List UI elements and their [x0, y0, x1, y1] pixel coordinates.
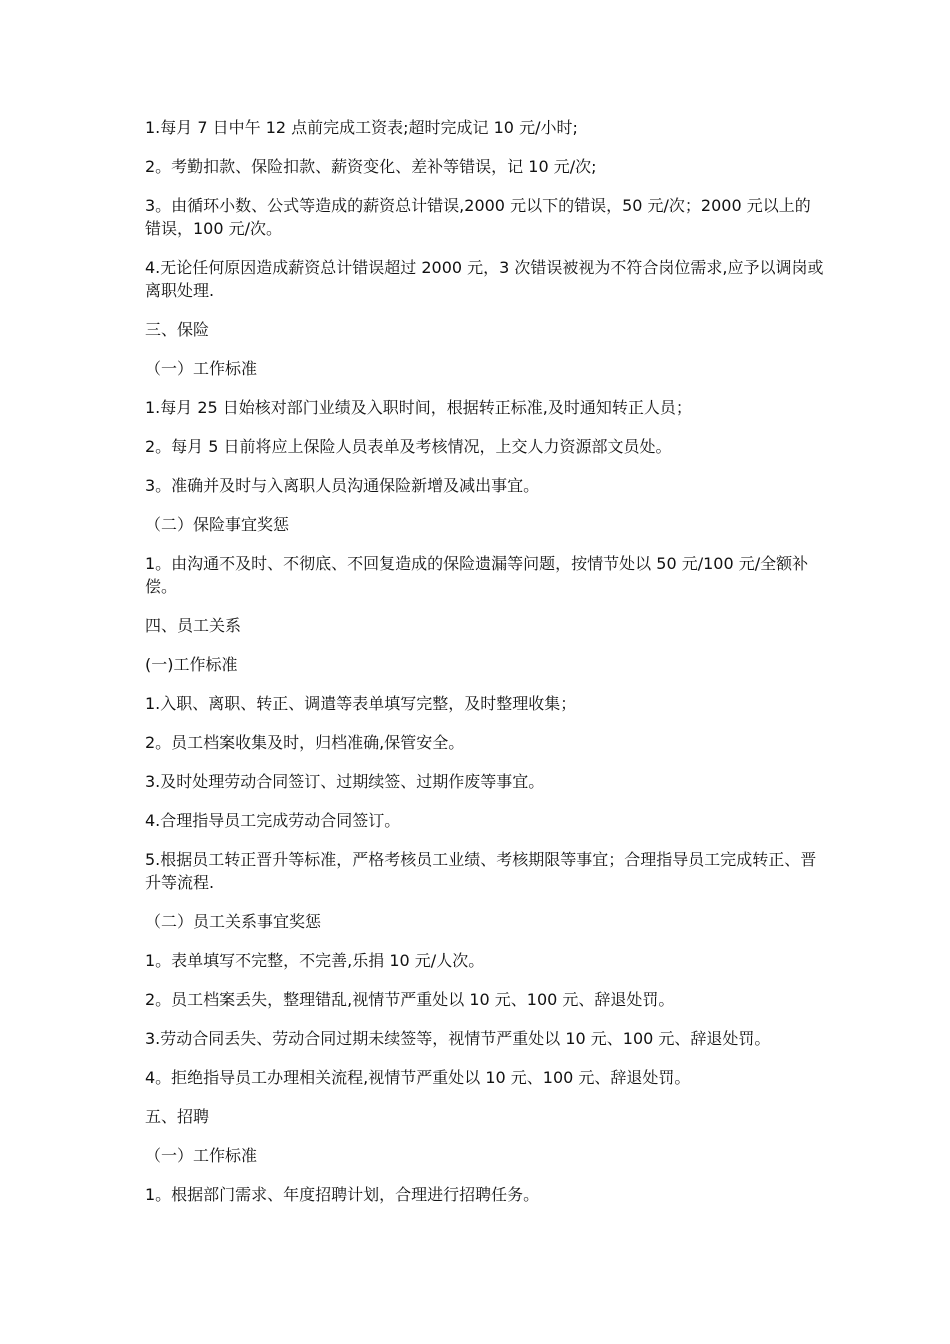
paragraph-payroll-2: 2。考勤扣款、保险扣款、薪资变化、差补等错误，记 10 元/次;	[145, 157, 597, 176]
subheading-employee-standards: (一)工作标准	[145, 655, 238, 674]
paragraph-insurance-3: 3。准确并及时与入离职人员沟通保险新增及减出事宜。	[145, 476, 540, 495]
paragraph-payroll-4: 4.无论任何原因造成薪资总计错误超过 2000 元，3 次错误被视为不符合岗位需求,应予以调岗或离职处理.	[145, 258, 824, 300]
paragraph-employee-1: 1.入职、离职、转正、调遣等表单填写完整，及时整理收集；	[145, 694, 577, 713]
document-body	[145, 116, 825, 1222]
section-heading-recruitment: 五、招聘	[145, 1107, 210, 1126]
paragraph-insurance-1: 1.每月 25 日始核对部门业绩及入职时间，根据转正标准,及时通知转正人员；	[145, 398, 692, 417]
paragraph-employee-2: 2。员工档案收集及时，归档准确,保管安全。	[145, 733, 465, 752]
paragraph-insurance-2: 2。每月 5 日前将应上保险人员表单及考核情况，上交人力资源部文员处。	[145, 437, 672, 456]
subheading-insurance-rewards: （二）保险事宜奖惩	[145, 515, 290, 534]
paragraph-employee-reward-3: 3.劳动合同丢失、劳动合同过期未续签等，视情节严重处以 10 元、100 元、辞退处罚。	[145, 1029, 771, 1048]
subheading-recruitment-standards: （一）工作标准	[145, 1146, 258, 1165]
paragraph-payroll-3: 3。由循环小数、公式等造成的薪资总计错误,2000 元以下的错误，50 元/次；2000 元以上的错误，100 元/次。	[145, 196, 811, 238]
paragraph-employee-4: 4.合理指导员工完成劳动合同签订。	[145, 811, 401, 830]
paragraph-employee-reward-4: 4。拒绝指导员工办理相关流程,视情节严重处以 10 元、100 元、辞退处罚。	[145, 1068, 691, 1087]
section-heading-insurance: 三、保险	[145, 320, 210, 339]
paragraph-payroll-1: 1.每月 7 日中午 12 点前完成工资表;超时完成记 10 元/小时;	[145, 118, 578, 137]
paragraph-recruitment-1: 1。根据部门需求、年度招聘计划，合理进行招聘任务。	[145, 1185, 540, 1204]
paragraph-employee-reward-1: 1。表单填写不完整，不完善,乐捐 10 元/人次。	[145, 951, 485, 970]
paragraph-employee-reward-2: 2。员工档案丢失，整理错乱,视情节严重处以 10 元、100 元、辞退处罚。	[145, 990, 675, 1009]
subheading-employee-rewards: （二）员工关系事宜奖惩	[145, 912, 322, 931]
paragraph-employee-3: 3.及时处理劳动合同签订、过期续签、过期作废等事宜。	[145, 772, 545, 791]
subheading-insurance-standards: （一）工作标准	[145, 359, 258, 378]
section-heading-employee-relations: 四、员工关系	[145, 616, 242, 635]
paragraph-insurance-reward-1: 1。由沟通不及时、不彻底、不回复造成的保险遗漏等问题，按情节处以 50 元/100 元/全额补偿。	[145, 554, 809, 596]
paragraph-employee-5: 5.根据员工转正晋升等标准，严格考核员工业绩、考核期限等事宜；合理指导员工完成转正、晋升等流程.	[145, 850, 817, 892]
